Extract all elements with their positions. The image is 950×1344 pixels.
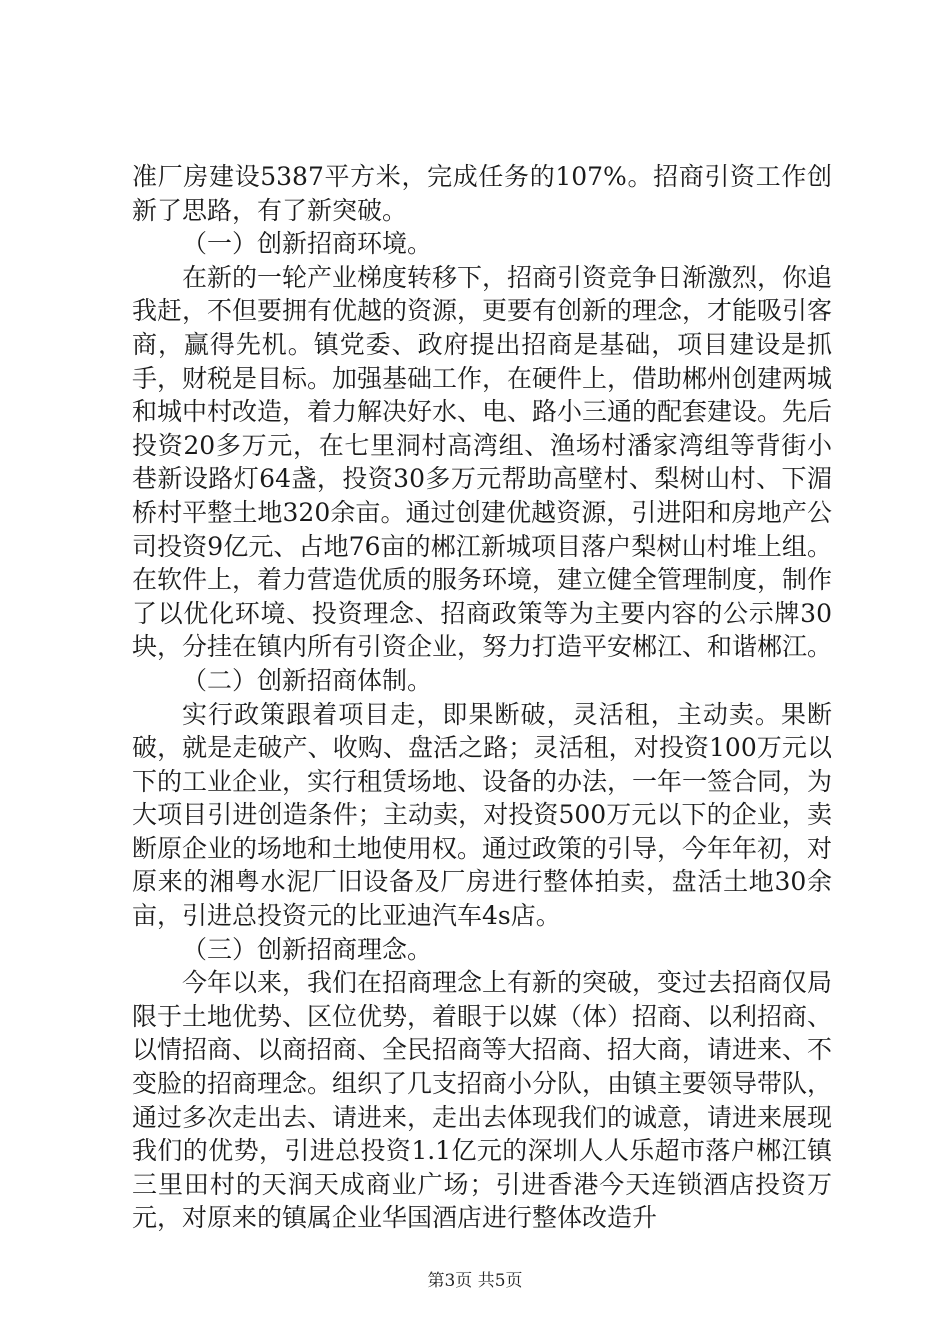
paragraph-continuation: 准厂房建设5387平方米，完成任务的107%。招商引资工作创新了思路，有了新突破。 [132,162,832,225]
document-body [132,160,832,1235]
section-heading-1: （一）创新招商环境。 [182,229,433,259]
page-footer: 第3页 共5页 [427,1271,523,1291]
section-heading-2: （二）创新招商体制。 [182,665,433,695]
section-heading-3: （三）创新招商理念。 [182,934,433,964]
paragraph-system: 实行政策跟着项目走，即果断破，灵活租，主动卖。果断破，就是走破产、收购、盘活之路；灵活租，对投资100万元以下的工业企业，实行租赁场地、设备的办法，一年一签合同，为大项目引进创造条件；主动卖，对投资500万元以下的企业，卖断原企业的场地和土地使用权。通过政策的引导，今年年初，对原来的湘粤水泥厂旧设备及厂房进行整体拍卖，盘活土地30余亩，引进总投资元的比亚迪汽车4s店。 [132,699,833,931]
paragraph-environment: 在新的一轮产业梯度转移下，招商引资竞争日渐激烈，你追我赶，不但要拥有优越的资源，更要有创新的理念，才能吸引客商，赢得先机。镇党委、政府提出招商是基础，项目建设是抓手，财税是目标。加强基础工作，在硬件上，借助郴州创建两城和城中村改造，着力解决好水、电、路小三通的配套建设。先后投资20多万元，在七里洞村高湾组、渔场村潘家湾组等背街小巷新设路灯64盏，投资30多万元帮助高壁村、梨树山村、下湄桥村平整土地320余亩。通过创建优越资源，引进阳和房地产公司投资9亿元、占地76亩的郴江新城项目落户梨树山村堆上组。在软件上，着力营造优质的服务环境，建立健全管理制度，制作了以优化环境、投资理念、招商政策等为主要内容的公示牌30块，分挂在镇内所有引资企业，努力打造平安郴江、和谐郴江。 [132,262,833,662]
paragraph-concept: 今年以来，我们在招商理念上有新的突破，变过去招商仅局限于土地优势、区位优势，着眼于以媒（体）招商、以利招商、以情招商、以商招商、全民招商等大招商、招大商，请进来、不变脸的招商理念。组织了几支招商小分队，由镇主要领导带队，通过多次走出去、请进来，走出去体现我们的诚意，请进来展现我们的优势，引进总投资1.1亿元的深圳人人乐超市落户郴江镇三里田村的天润天成商业广场；引进香港今天连锁酒店投资万元，对原来的镇属企业华国酒店进行整体改造升 [132,968,833,1233]
